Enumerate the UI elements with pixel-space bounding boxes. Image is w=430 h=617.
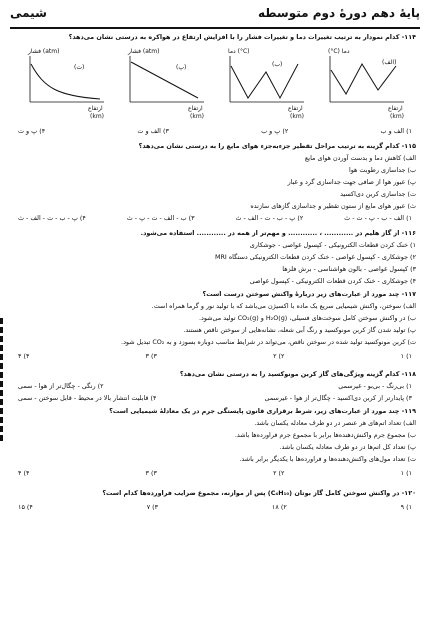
- question-118: ۱۱۸- کدام گزینه ویژگی‌های گاز کربن مونوکسید را به درستی نشان می‌دهد؟: [179, 370, 416, 378]
- chart-p-ylabel: فشار (atm): [128, 48, 160, 55]
- q115-item-p: پ) عبور هوا از صافی جهت جداسازی گرد و غبار: [287, 178, 416, 186]
- question-116: ۱۱۶- از گاز هلیم در ............ ، ............ و مهم‌تر از همه در ............ استفاده می‌شود.: [140, 229, 416, 237]
- q115-item-t: ت) جداسازی کربن دی‌اکسید: [340, 190, 416, 198]
- chart-b: [218, 44, 312, 120]
- q118-option-3[interactable]: ۳) پایدارتر از کربن دی‌اکسید - چگال‌تر از هوا - غیرسمی: [264, 394, 412, 402]
- chart-p-xlabel: ارتفاع: [188, 105, 203, 112]
- q115-option-4[interactable]: ۴) پ - ب - ت - الف - ث: [18, 214, 86, 222]
- chart-b-xlabel: ارتفاع: [288, 105, 303, 112]
- q115-item-alef: الف) کاهش دما و بدست آوردن هوای مایع: [304, 154, 416, 162]
- q114-option-4[interactable]: ۴) پ و ت: [18, 127, 46, 135]
- q114-option-2[interactable]: ۲) پ و ب: [261, 127, 289, 135]
- q115-option-2[interactable]: ۲) پ - ب - ت - الف - ث: [235, 214, 304, 222]
- q119-item-t: ت) تعداد مول‌های واکنش‌دهنده‌ها و فراورده‌ها با یکدیگر برابر باشد.: [239, 455, 416, 463]
- chart-alef-label: (الف): [382, 59, 397, 66]
- q119-option-4[interactable]: ۴) ۴: [18, 469, 30, 477]
- q117-item-p: پ) تولید شدن گاز کربن مونوکسید و رنگ آبی شعله، نشانه‌هایی از سوختن ناقص هستند.: [183, 326, 416, 334]
- q118-option-1[interactable]: ۱) بی‌رنگ - بی‌بو - غیرسمی: [338, 382, 412, 390]
- chart-t-xunit: (km): [90, 113, 105, 120]
- chart-alef-ylabel: (°C) دما: [328, 48, 350, 55]
- q119-item-p: پ) تعداد کل اتم‌ها در دو طرف معادله یکسان باشد.: [279, 443, 416, 451]
- q118-options-row1: [18, 382, 412, 390]
- chart-b-xunit: (km): [290, 113, 305, 120]
- q118-option-2[interactable]: ۲) رنگی - چگال‌تر از هوا - سمی: [18, 382, 104, 390]
- header-divider: [10, 27, 420, 29]
- chart-b-ylabel: دما (°C): [228, 48, 250, 55]
- question-117: ۱۱۷- چند مورد از عبارت‌های زیر دربارهٔ واکنش سوختن درست است؟: [202, 290, 416, 298]
- q120-options: [18, 503, 412, 511]
- question-114: ۱۱۴- کدام نمودار به ترتیب تغییرات دما و تغییرات فشار را با افزایش ارتفاع در هواکره به درستی نشان می‌دهد؟: [68, 33, 416, 41]
- q114-option-3[interactable]: ۳) الف و ت: [137, 127, 169, 135]
- chart-b-label: (ب): [272, 61, 283, 68]
- q119-options: [18, 469, 412, 477]
- question-120: ۱۲۰- در واکنش سوختن کامل گاز بوتان (C₄H₁₀) پس از موازنه، مجموع ضرایب فراورده‌ها کدام است؟: [102, 489, 416, 497]
- chart-alef-xunit: (km): [390, 113, 405, 120]
- chart-t-label: (ت): [74, 64, 85, 71]
- q116-option-1[interactable]: ۱) خنک کردن قطعات الکترونیکی - کپسول غواصی - جوشکاری: [249, 241, 416, 249]
- chart-t-ylabel: فشار (atm): [28, 48, 60, 55]
- q118-option-4[interactable]: ۴) قابلیت انتشار بالا در محیط - قابل سوختن - سمی: [18, 394, 157, 402]
- q116-option-4[interactable]: ۴) جوشکاری - خنک کردن قطعات الکترونیکی - کپسول غواصی: [249, 277, 416, 285]
- chart-t: [18, 44, 112, 120]
- q117-option-1[interactable]: ۱) ۱: [400, 352, 412, 360]
- chart-p-xunit: (km): [190, 113, 205, 120]
- q115-options: [18, 214, 412, 222]
- q119-option-1[interactable]: ۱) ۱: [400, 469, 412, 477]
- q114-options: [18, 127, 412, 135]
- chart-alef-xlabel: ارتفاع: [388, 105, 403, 112]
- q117-option-4[interactable]: ۴) ۴: [18, 352, 30, 360]
- q114-charts: [18, 44, 418, 120]
- q117-item-alef: الف) سوختن، واکنش شیمیایی سریع یک ماده با اکسیژن می‌باشد که با تولید نور و گرما همراه است.: [151, 302, 416, 310]
- chart-alef: [318, 44, 412, 120]
- subject-title: شیمی: [10, 6, 47, 20]
- q116-option-2[interactable]: ۲) جوشکاری - کپسول غواصی - خنک کردن قطعات الکترونیکی دستگاه MRI: [214, 253, 416, 261]
- q116-option-3[interactable]: ۳) کپسول غواصی - بالون هواشناسی - برش فلزها: [282, 265, 416, 273]
- q120-option-3[interactable]: ۳) ۷: [146, 503, 159, 511]
- question-119: ۱۱۹- چند مورد از عبارت‌های زیر، شرط برقراری قانون پایستگی جرم در یک معادلهٔ شیمیایی است؟: [109, 407, 416, 415]
- q120-option-1[interactable]: ۱) ۹: [400, 503, 412, 511]
- chart-p-label: (پ): [176, 64, 187, 71]
- page-header: [10, 6, 420, 26]
- question-115: ۱۱۵- کدام گزینه به ترتیب مراحل تقطیر جزءبه‌جزء هوای مایع را به درستی نشان می‌دهد؟: [138, 142, 416, 150]
- q117-item-t: ت) کربن مونوکسید تولید شده در سوختن ناقص، می‌تواند در شرایط مناسب دوباره بسوزد و به CO₂ تبدیل شود.: [121, 338, 416, 346]
- q117-item-b: ب) در واکنش سوختن کامل سوخت‌های فسیلی، H₂O(g) و CO₂(g) تولید می‌شود.: [198, 314, 416, 322]
- q115-item-s: ث) عبور هوای مایع از ستون تقطیر و جداسازی گازهای سازنده: [250, 202, 416, 210]
- q117-option-2[interactable]: ۲) ۲: [273, 352, 285, 360]
- q119-item-b: ب) مجموع جرم واکنش‌دهنده‌ها برابر با مجموع جرم فراورده‌ها باشد.: [234, 431, 416, 439]
- chart-p: [118, 44, 212, 120]
- q120-option-4[interactable]: ۴) ۱۵: [18, 503, 33, 511]
- page-title: پایهٔ دهم دورهٔ دوم متوسطه: [257, 6, 420, 20]
- q115-item-b: ب) جداسازی رطوبت هوا: [348, 166, 416, 174]
- q114-option-1[interactable]: ۱) الف و ب: [380, 127, 412, 135]
- q118-options-row2: [18, 394, 412, 402]
- q117-option-3[interactable]: ۳) ۳: [145, 352, 157, 360]
- q119-item-alef: الف) تعداد اتم‌های هر عنصر در دو طرف معادله یکسان باشد.: [254, 419, 416, 427]
- chart-t-xlabel: ارتفاع: [88, 105, 103, 112]
- q115-option-1[interactable]: ۱) الف - ب - پ - ت - ث: [344, 214, 412, 222]
- q119-option-2[interactable]: ۲) ۲: [273, 469, 285, 477]
- q120-option-2[interactable]: ۲) ۱۸: [271, 503, 287, 511]
- q115-option-3[interactable]: ۳) ب - الف - ت - پ - ث: [126, 214, 195, 222]
- q117-options: [18, 352, 412, 360]
- q119-option-3[interactable]: ۳) ۳: [145, 469, 157, 477]
- margin-marks: [0, 318, 3, 444]
